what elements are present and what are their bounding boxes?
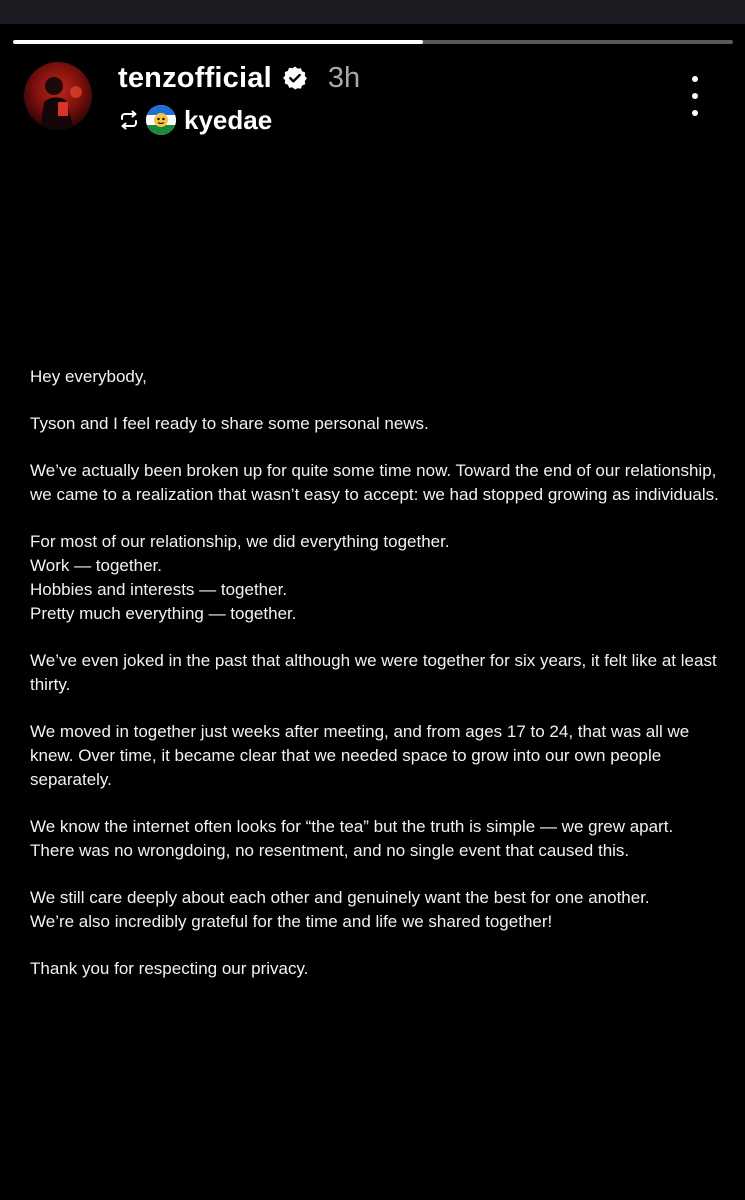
statement-line: Pretty much everything — together. [30,604,297,623]
statement-paragraph [30,957,730,981]
post-time: 3h [327,61,361,94]
statement-paragraph [30,530,730,626]
statement-line: Hobbies and interests — together. [30,580,288,599]
statement-paragraph [30,815,730,863]
more-vertical-icon-dot [692,110,698,116]
username[interactable]: tenzofficial [118,61,272,94]
statement-line: Work — together. [30,556,162,575]
repost-username: kyedae [184,104,273,135]
repost-icon [118,109,140,131]
profile-avatar-image [24,62,92,130]
statement-paragraph [30,365,730,389]
verified-badge-icon [282,65,308,91]
statement-line: We’ve actually been broken up for quite some time now. Toward the end of our relationship, we came to a realization that wasn’t easy to accept: we had stopped growing as individuals. [30,461,719,504]
more-vertical-icon-dot [692,93,698,99]
story-progress-fill [13,40,423,44]
repost-user-avatar [146,105,176,135]
statement-line: Hey everybody, [30,367,147,386]
statement-line: We still care deeply about each other and genuinely want the best for one another. [30,888,650,907]
statement-line: We’ve even joked in the past that although we were together for six years, it felt like at least thirty. [30,651,717,694]
statement-line: There was no wrongdoing, no resentment, and no single event that caused this. [30,841,630,860]
more-options-button[interactable] [682,76,708,116]
story-progress-bar [13,40,733,44]
statement-paragraph [30,649,730,697]
profile-avatar[interactable] [24,62,92,130]
statement-paragraph [30,886,730,934]
statement-line: For most of our relationship, we did everything together. [30,532,450,551]
statement-paragraph [30,720,730,792]
statement-line: Tyson and I feel ready to share some personal news. [30,414,429,433]
statement-paragraph [30,459,730,507]
statement-line: Thank you for respecting our privacy. [30,959,309,978]
status-bar [0,0,745,24]
statement-line: We’re also incredibly grateful for the time and life we shared together! [30,912,553,931]
statement-paragraph [30,412,730,436]
statement-text [30,365,730,1004]
story-header [118,58,360,98]
more-vertical-icon [692,76,698,82]
statement-line: We moved in together just weeks after meeting, and from ages 17 to 24, that was all we knew. Over time, it became clear that we needed space to grow into our own people separately. [30,722,690,789]
statement-line: We know the internet often looks for “the tea” but the truth is simple — we grew apart. [30,817,674,836]
repost-attribution[interactable] [118,102,272,138]
